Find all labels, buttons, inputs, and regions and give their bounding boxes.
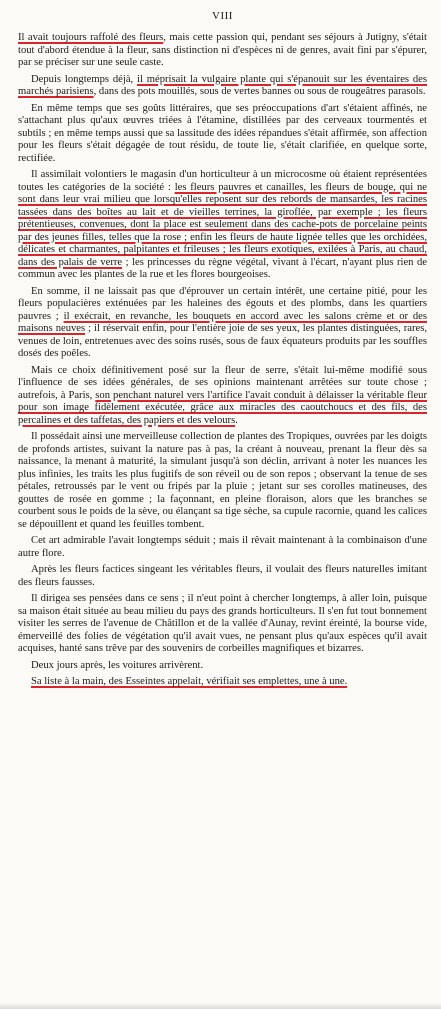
text-span: ; les princesses du règne végétal, vivant à l'écart, n'ayant plus rien de commun avec les plantes de la rue et les flores bourgeoises. [18,256,427,280]
paragraph [18,660,427,673]
underlined-text: Sa liste à la main, des Esseintes appelait, vérifiait ses emplettes, une à une. [31,676,348,687]
page-bottom-edge [0,1003,441,1009]
paragraph [18,676,427,689]
underlined-text: son penchant naturel vers l'artifice l'avait conduit à délaisser la véritable fleur pour son image fidèlement exécutée, grâce aux miracles des caoutchoucs et des fils, des percalines et des taffetas, des papiers et des velours [18,389,427,426]
text-span: En même temps que ses goûts littéraires, que ses préoccupations d'art s'étaient affinés, ne s'attachant plus qu'aux œuvres triées à l'étamine, distillées par des cerveaux tourmentés et subtils ; en même temps aussi que sa lassitude des idées répandues s'était affirmée, son affection pour les fleurs s'était dégagée de tout résidu, de toute lie, s'était clarifiée, en quelque sorte, rectifiée. [18,102,427,164]
underlined-text: il exécrait, en revanche, les bouquets en accord avec les salons crème et or des maisons neuves [18,310,428,334]
underlined-text: il méprisait la vulgaire plante qui s'épanouit sur les éventaires des marchés parisiens [18,73,427,97]
paragraph [18,535,427,560]
paragraph [18,564,427,589]
text-span: Mais ce choix définitivement posé sur la fleur de serre, s'était lui-même modifié sous l'influence de ses idées générales, de ses opinions maintenant arrêtées sur toute chose ; autrefois, à Paris, [18,364,427,401]
underlined-text: les fleurs pauvres et canailles, les fleurs de bouge, qui ne sont dans leur vrai milieu que lorsqu'elles reposent sur des rebords de mansardes, les racines tassées dans des boîtes au lait et de vieilles terrines, la giroflée, par exemple ; les fleurs prétentieuses, convenues, dont la place est seulement dans des cache-pots de porcelaine peints par des jeunes filles, telles que la rose ; enfin les fleurs de haute lignée telles que les orchidées, délicates et charmantes, palpitantes et frileuses ; les fleurs exotiques, exilées à Paris, au chaud, dans des palais de verre [18,181,427,268]
text-span: , dans des pots mouillés, sous de vertes bannes ou sous de rougeâtres parasols. [93,86,426,97]
text-span: Après les fleurs factices singeant les véritables fleurs, il voulait des fleurs naturelles imitant des fleurs fausses. [18,564,427,588]
paragraph [18,365,427,428]
text-span: Deux jours après, les voitures arrivèrent. [31,659,204,671]
paragraph [18,169,427,282]
underlined-text: Il avait toujours raffolé des fleurs [18,32,164,43]
text-span: ; il réservait enfin, pour l'entière joie de ses yeux, les plantes distinguées, rares, venues de loin, entretenues avec des soins rusés, sous de faux équateurs produits par les souffles dosés des poêles. [18,323,427,359]
paragraph [18,103,427,166]
text-span: Il assimilait volontiers le magasin d'un horticulteur à un microcosme où étaient représentées toutes les catégories de la société : [18,169,427,193]
text-span: Cet art admirable l'avait longtemps séduit ; mais il rêvait maintenant à la combinaison d'une autre flore. [18,535,427,559]
paragraph [18,32,427,70]
text-span: Il dirigea ses pensées dans ce sens ; il n'eut point à chercher longtemps, à aller loin, puisque sa maison était située au beau milieu du pays des grands horticulteurs. Il s'en fut tout bonnement visiter les serres de l'avenue de Châtillon et de la vallée d'Aunay, revint éreinté, la bourse vide, émerveillé des folies de végétation qu'il avait vues, ne pensant plus qu'aux espèces qu'il avait acquises, hanté sans trêve par des souvenirs de corbeilles magnifiques et bizarres. [18,593,427,654]
text-body [18,32,427,689]
paragraph [18,74,427,99]
text-span: Depuis longtemps déjà, [31,73,138,85]
paragraph [18,286,427,361]
paragraph [18,431,427,531]
text-span: , mais cette passion qui, pendant ses séjours à Jutigny, s'était tout d'abord étendue à la fleur, sans distinction ni d'espèces ni de genres, avait fini par s'épurer, par se préciser sur une seule caste. [18,32,427,68]
page-number: VIII [212,10,233,22]
text-span: En somme, il ne laissait pas que d'éprouver un certain intérêt, une certaine pitié, pour les fleurs populacières exténuées par les haleines des égouts et des plombs, dans les quartiers pauvres ; [18,285,427,322]
text-span: . [235,414,238,426]
text-span: Il possédait ainsi une merveilleuse collection de plantes des Tropiques, ouvrées par les doigts de profonds artistes, suivant la nature pas à pas, la créant à nouveau, prenant la fleur dès sa naissance, la menant à maturité, la simulant jusqu'à son déclin, arrivant à noter les nuances les plus infinies, les traits les plus fugitifs de son réveil ou de son repos ; observant la tenue de ses pétales, retroussés par le vent ou fripés par la pluie ; jetant sur ses corolles matineuses, des gouttes de rosée en gomme ; la façonnant, en pleine floraison, alors que les branches se courbent sous le poids de la sève, ou élançant sa tige sèche, sa cupule racornie, quand les calices se dépouillent et quand les feuilles tombent. [18,431,427,530]
paragraph [18,593,427,656]
